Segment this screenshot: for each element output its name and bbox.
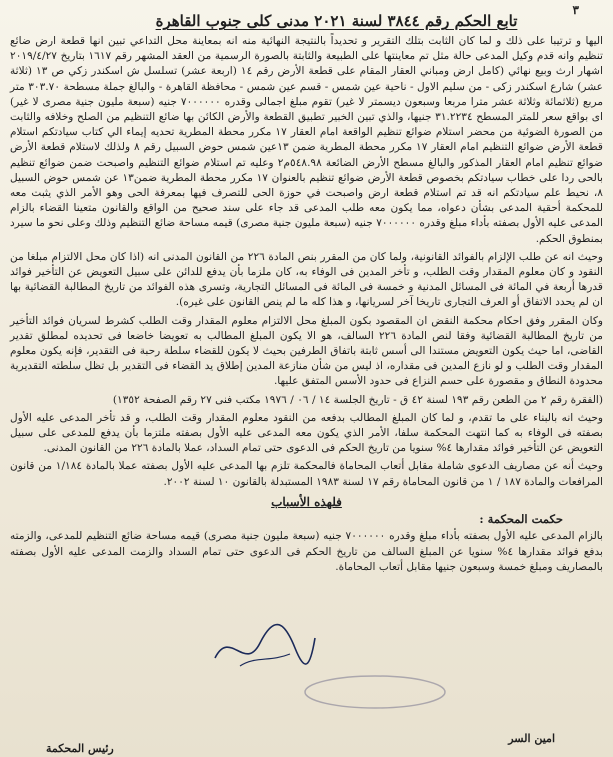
- paragraph-interest-claim: وحيث انه عن طلب الإلزام بالفوائد القانونية، ولما كان من المقرر بنص المادة ٢٢٦ من القانون المدنى انه (اذا كان محل الالتزام مبلغا من النقود و كان معلوم المقدار وقت الطلب، و تأخر المدين فى الوفاء به، كان ملزما بأن يدفع للدائن على سبيل التعويض عن التأخير فوائد قدرها أربعة في المائة فى المسائل المدنية و خمسة فى المائة فى المسائل التجارية، وتسرى هذه الفوائد من تاريخ المطالبة القضائية بها ان لم يحدد الاتفاق أو العرف التجارى تاريخا آخر لسريانها، و هذا كله ما لم ينص القانون على غيره).: [10, 250, 603, 309]
- handwritten-signature: [210, 618, 320, 676]
- judge-label: رئيس المحكمة: [46, 742, 114, 755]
- paragraph-interest-ruling: وحيث انه بالبناء على ما تقدم، و لما كان المبلغ المطالب بدفعه من النقود معلوم المقدار وقت الطلب، و قد تأخر المدعى عليه الأول بصفته فى الوفاء به كما انتهت المحكمة سلفا، الأمر الذي يكون معه المدعى عليه الأول بصفته ملتزما بأن يدفع للمدعى على سبيل التعويض عن التأخير فوائد مقدارها ٤% سنويا من تاريخ الحكم فى الدعوى حتى تمام السداد، عملا بالمادة ٢٢٦ من القانون المدنى.: [10, 411, 603, 455]
- ruling-heading: حكمت المحكمة :: [479, 512, 563, 527]
- cassation-citation: (الفقرة رقم ٢ من الطعن رقم ١٩٣ لسنة ٤٢ ق - تاريخ الجلسة ١٤ / ٠٦ / ١٩٧٦ مكتب فنى ٢٧ رقم الصفحة ١٣٥٢): [112, 393, 603, 406]
- document-body: [10, 34, 603, 575]
- paragraph-costs: وحيث أنه عن مصاريف الدعوى شاملة مقابل أتعاب المحاماة فالمحكمة تلزم بها المدعى عليه الأول بصفته عملا بالمادة ١/١٨٤ من قانون المرافعات والمادة ١٨٧ / ١ من قانون المحاماة رقم ١٧ لسنة ١٩٨٣ المستبدلة بالقانون ١٠ لسنة ٢٠٠٢.: [10, 460, 603, 488]
- page-number: ٣: [572, 3, 579, 17]
- paragraph-cassation-rule: وكان المقرر وفق احكام محكمة النقض ان المقصود بكون المبلغ محل الالتزام معلوم المقدار وقت الطلب كشرط لسريان فوائد التأخير من تاريخ المطالبة القضائية وفقا لنص المادة ٢٢٦ السالف، هو الا يكون المبلغ المطالب به تعويضا خاضعا فى تحديده لمطلق تقدير القاضى، اما حيث يكون التعويض مستندا الى أسس ثابتة باتفاق الطرفين بحيث لا يكون للقضاء سلطة رحبة فى التقدير، فإنه يكون معلوم المقدار وقت الطلب و لو نازع المدين فى مقداره، اذ ليس من شأن منازعة المدين إطلاق يد القضاء فى التقدير بل تظل سلطته التقديرية محدودة النطاق و مقصورة على حسم النزاع فى حدود الأسس المتفق عليها.: [10, 314, 603, 388]
- ruling-text: بالزام المدعى عليه الأول بصفته بأداء مبلغ وقدره ٧٠٠٠٠٠٠ جنيه (سبعة مليون جنية مصرى) قيمه مساحة ضائع التنظيم للمدعى، والزمته بدفع فوائد مقدارها ٤% سنويا عن المبلغ السالف من تاريخ الحكم فى الدعوى حتى تمام السداد والزمت المدعى عليه الأول بصفته بالمصاريف ومبلغ خمسة وسبعون جنيها مقابل أتعاب المحاماة.: [10, 530, 603, 573]
- paragraph-expert-report: اليها و ترتيبا على ذلك و لما كان الثابت بتلك التقرير و تحديداً بالنتيجة النهائية منه انه بمعاينة محل التداعي تبين انها قطعة ارض ضائع تنظيم وانه قدم وكيل المدعى حالة مثل تم معاينتها على الطبيعة والثابتة بالصورة الرسمية من العقد المشهر رقم ١٦١٧ بتاريخ ٢٠١٩/٤/٢٧ اشهار ارث وبيع نهائي (كامل ارض ومباني العقار المقام على قطعة الأرض رقم ١٤ (اربعة عشر) تسلسل ش اسكندر زكي ص ١٣ (ثلاثة عشر) شارع اسكندر زكى - من سليم الاول - ناحية عين شمس - قسم عين شمس - محافظة القاهرة - والبالغ جملة مسطحة ٣٠٣.٧٠ متر مربع (ثلاثمائة وثلاثة عشر مترا مربعا وسبعون ديسمتر لا غير) تقوم مبلغ اجمالى وقدره ٧٠٠٠٠٠٠ جنيه (سبعة مليون جنية مصرى لا غير) اى بواقع سعر للمتر المسطح ٣١.٢٢٣٤ جنيها، والذي تبين الخبير تطبيق القطعة والأرض الكائن بها ضائع التنظيم من الصلح وخلافه والثابت من الصورة الضوئية من محضر استلام ضوائع تنظيم الواقعة امام العقار ١٧ مكرر محطة المطرية تحديه إيماء الي كتاب سيادتكم استلام قطعة الأرض ضوائع التنظيم امام العقار ١٧ مكرر محطة المطرية ضمن ١٣عين شمس حوض السبيل رقم ٨ ولذلك لاستلام قطعة الأرض ضوائع تنظيم امام العقار المذكور والبالغ مسطح الأرض الضائعة ٥٤٨.٩٨م٢ وعليه تم استلام ضوائع التنظيم واصبحت ضمن ضوائع تنظيم بالحى ردا على خطاب سيادتكم بخصوص قطعة الأرض ضوائع تنظيم بالعنوان ١٧ مكرر محطة المطرية ضمن١٣ عن شمس حوض السبيل ٨، نحيط علم سيادتكم انه قد تم استلام قطعة ارض واصبحت في حوزة الحى للتصرف فيها بمعرفة الحى وهو الأمر الذي يثبت معه للمحكمة أحقية المدعى بشأن دعواه، مما يكون معه طلب المدعى قد جاء على سند صحيح من الواقع والقانون متعينا القضاء بالزام المدعى عليه الأول بصفته بأداء مبلغ وقدره ٧٠٠٠٠٠٠ جنيه (سبعة مليون جنية مصرى) قيمه مساحة ضائع التنظيم وذلك وعلى نحو ما سيرد بمنطوق الحكم.: [10, 35, 604, 245]
- reasons-heading: فلهذه الأسباب: [271, 494, 342, 509]
- case-title: تابع الحكم رقم ٣٨٤٤ لسنة ٢٠٢١ مدنى كلى جنوب القاهرة: [155, 12, 518, 30]
- secretary-label: امين السر: [508, 732, 555, 745]
- stamp-mark: [300, 672, 450, 712]
- signature-row: [0, 729, 613, 755]
